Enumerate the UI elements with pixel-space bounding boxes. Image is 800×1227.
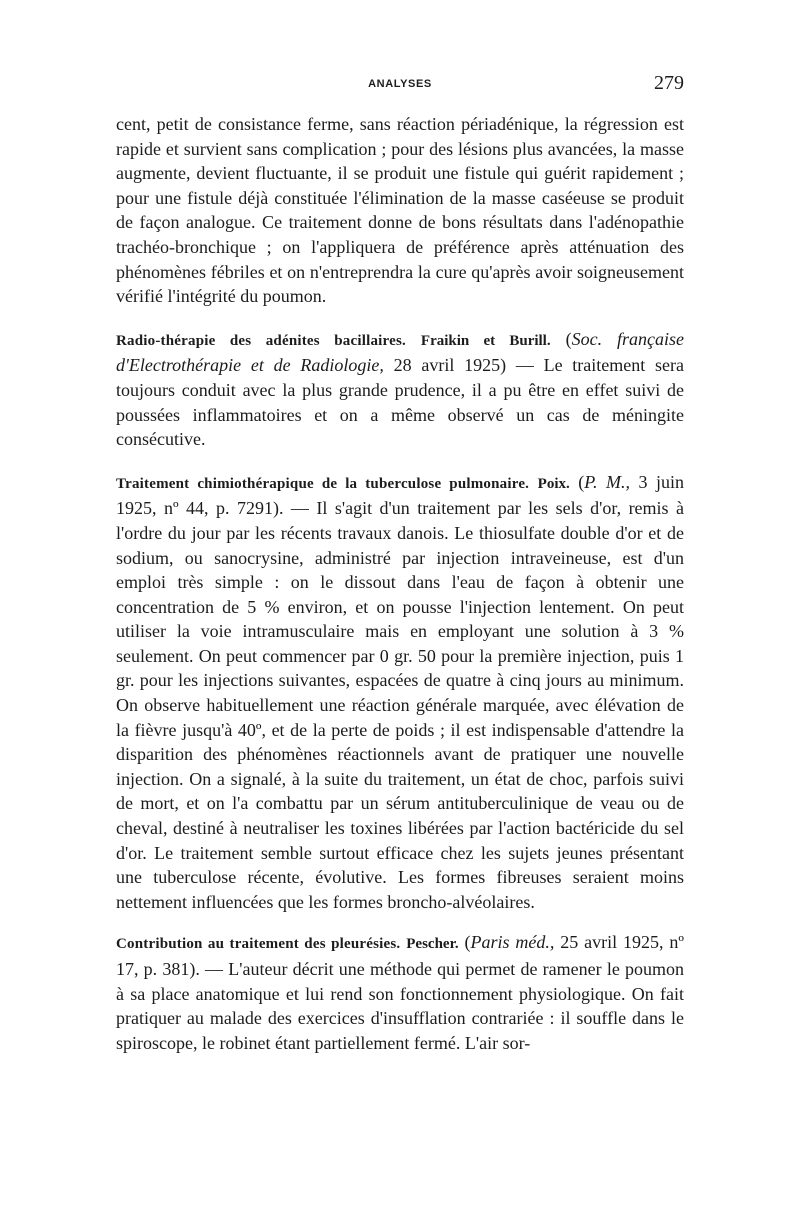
article-citation: 3 juin 1925, nº 44, p. 7291). — [116, 471, 684, 519]
intro-paragraph: cent, petit de consistance ferme, sans réaction périadénique, la régression est rapide et survient sans complication ; pour des lésions plus avancées, la masse augmente, devient fluctuante, il se produit une fistule qui guérit rapidement ; pour une fistule déjà constituée l'élimination de la masse caséeuse se produit de façon analogue. Ce traitement donne de bons résultats dans l'adénopathie trachéo-bronchique ; on l'appliquera de préférence après atténuation des phénomènes fébriles et on n'entreprendra la cure qu'après avoir soigneusement vérifié l'intégrité du poumon. [116, 114, 684, 307]
article-source: P. M., [584, 471, 630, 492]
article-title: Contribution au traitement des pleurésies. [116, 936, 401, 953]
article-text: Le traitement sera toujours conduit avec la plus grande prudence, il a pu être en effet suivi de poussées inflammatoires et on a même observé un cas de méningite consécutive. [116, 355, 684, 450]
book-page [116, 72, 684, 1055]
article-pleuresies [116, 930, 684, 1055]
article-title: Traitement chimiothérapique de la tuberculose pulmonaire. [116, 475, 530, 492]
article-title: Radio-thérapie des adénites bacillaires. [116, 332, 406, 349]
article-source: Soc. française d'Electrothérapie et de Radiologie, [116, 328, 685, 376]
article-citation: 25 avril 1925, nº 17, p. 381). — [116, 932, 685, 979]
article-chimiotherapie [116, 470, 684, 915]
article-citation: 28 avril 1925) — [393, 355, 534, 376]
article-radiotherapie [116, 327, 684, 452]
article-authors: Pescher. [406, 936, 459, 953]
article-text: L'auteur décrit une méthode qui permet de ramener le poumon à sa place anatomique et lui rend son fonctionnement physiologique. On fait pratiquer au malade des exercices d'insufflation contrariée : il souffle dans le spiroscope, le robinet étant partiellement fermé. L'air sor- [116, 959, 684, 1053]
running-head [116, 72, 684, 96]
article-source: Paris méd., [470, 932, 555, 953]
running-title: ANALYSES [368, 78, 432, 90]
page-number: 279 [654, 72, 684, 94]
article-authors: Poix. [537, 475, 570, 492]
source-paren: ( [464, 932, 471, 953]
article-text: Il s'agit d'un traitement par les sels d'or, remis à l'ordre du jour par les récents travaux danois. Le thiosulfate double d'or et de sodium, ou sanocrysine, administré par injection intraveineuse, est d'un emploi très simple : on le dissout dans l'eau de façon à obtenir une concentration de 5 % environ, et on pousse l'injection lentement. On peut utiliser la voie intramusculaire mais en employant une solution à 3 % seulement. On peut commencer par 0 gr. 50 pour la première injection, puis 1 gr. pour les injections suivantes, espacées de quatre à cinq jours au minimum. On observe habituellement une réaction générale marquée, avec élévation de la fièvre jusqu'à 40º, et de la perte de poids ; il est indispensable d'attendre la disparition des phénomènes réactionnels avant de pratiquer une nouvelle injection. On a signalé, à la suite du traitement, un état de choc, parfois suivi de mort, et on l'a combattu par un sérum antituberculinique de veau ou de cheval, destiné à neutraliser les toxines libérées par l'action bactéricide du sel d'or. Le traitement semble surtout efficace chez les sujets jeunes présentant une tuberculose récente, évolutive. Les formes fibreuses seraient moins nettement influencées que les formes broncho-alvéolaires. [116, 498, 685, 912]
article-authors: Fraikin et Burill. [420, 332, 551, 349]
source-paren: ( [565, 328, 572, 349]
source-paren: ( [578, 471, 585, 492]
page-body [116, 112, 684, 1055]
